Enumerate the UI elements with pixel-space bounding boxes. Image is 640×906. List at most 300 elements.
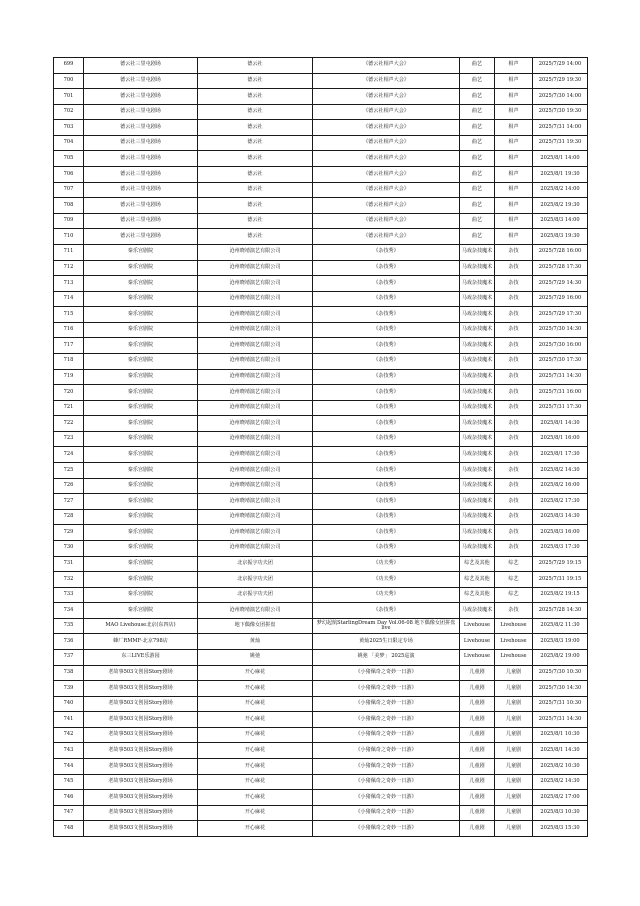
row-number-cell: 702: [54, 104, 84, 120]
row-number-cell: 743: [54, 743, 84, 759]
category-cell: 马戏杂技魔术: [460, 244, 495, 260]
table-row: [54, 478, 588, 494]
category-cell: 马戏杂技魔术: [460, 509, 495, 525]
table-row: [54, 727, 588, 743]
datetime-cell: 2025/8/3 15:30: [533, 821, 588, 837]
table-row: [54, 182, 588, 198]
category-cell: 马戏杂技魔术: [460, 369, 495, 385]
row-number-cell: 720: [54, 385, 84, 401]
show-title-cell: 《小猪佩奇之奇妙一日游》: [313, 805, 460, 821]
organizer-cell: 沧州晓靖演艺有限公司: [198, 603, 313, 619]
category-cell: 曲艺: [460, 229, 495, 245]
datetime-cell: 2025/8/1 14:30: [533, 743, 588, 759]
category-cell: 曲艺: [460, 167, 495, 183]
row-number-cell: 725: [54, 463, 84, 479]
datetime-cell: 2025/8/3 14:30: [533, 509, 588, 525]
venue-cell: 德云社三里屯剧场: [84, 229, 198, 245]
table-row: [54, 73, 588, 89]
datetime-cell: 2025/7/30 14:00: [533, 89, 588, 105]
category-cell: 综艺及其他: [460, 587, 495, 603]
table-row: [54, 244, 588, 260]
table-row: [54, 58, 588, 74]
category-cell: 曲艺: [460, 58, 495, 74]
subcategory-cell: Livehouse: [495, 634, 533, 650]
table-row: [54, 198, 588, 214]
venue-cell: 秦乐宫剧院: [84, 494, 198, 510]
show-title-cell: 《小猪佩奇之奇妙一日游》: [313, 681, 460, 697]
datetime-cell: 2025/8/2 19:00: [533, 649, 588, 665]
category-cell: 曲艺: [460, 89, 495, 105]
venue-cell: 秦乐宫剧院: [84, 572, 198, 588]
organizer-cell: 北京振宇功夫团: [198, 556, 313, 572]
venue-cell: 东三LIVE乐游园: [84, 649, 198, 665]
show-title-cell: 《德云社相声大会》: [313, 182, 460, 198]
row-number-cell: 729: [54, 525, 84, 541]
row-number-cell: 728: [54, 509, 84, 525]
table-row: [54, 712, 588, 728]
table-row: [54, 120, 588, 136]
subcategory-cell: 杂技: [495, 353, 533, 369]
subcategory-cell: 相声: [495, 89, 533, 105]
subcategory-cell: 儿童剧: [495, 774, 533, 790]
venue-cell: 老故事503文创园Story剧场: [84, 759, 198, 775]
venue-cell: 秦乐宫剧院: [84, 556, 198, 572]
category-cell: 曲艺: [460, 198, 495, 214]
organizer-cell: 开心麻花: [198, 759, 313, 775]
category-cell: 儿童剧: [460, 696, 495, 712]
subcategory-cell: 儿童剧: [495, 805, 533, 821]
datetime-cell: 2025/8/2 17:30: [533, 494, 588, 510]
row-number-cell: 707: [54, 182, 84, 198]
organizer-cell: 开心麻花: [198, 681, 313, 697]
row-number-cell: 706: [54, 167, 84, 183]
subcategory-cell: 儿童剧: [495, 759, 533, 775]
subcategory-cell: 儿童剧: [495, 681, 533, 697]
venue-cell: 秦乐宫剧院: [84, 338, 198, 354]
venue-cell: MAO Livehouse北京(东四店): [84, 618, 198, 634]
show-title-cell: 《杂技秀》: [313, 353, 460, 369]
organizer-cell: 开心麻花: [198, 665, 313, 681]
category-cell: 儿童剧: [460, 712, 495, 728]
show-title-cell: 《德云社相声大会》: [313, 135, 460, 151]
category-cell: 马戏杂技魔术: [460, 353, 495, 369]
show-title-cell: 《杂技秀》: [313, 385, 460, 401]
organizer-cell: 沧州晓靖演艺有限公司: [198, 494, 313, 510]
datetime-cell: 2025/7/31 14:00: [533, 120, 588, 136]
datetime-cell: 2025/8/1 19:30: [533, 167, 588, 183]
organizer-cell: 德云社: [198, 120, 313, 136]
table-row: [54, 167, 588, 183]
venue-cell: 德云社三里屯剧场: [84, 89, 198, 105]
organizer-cell: 沧州晓靖演艺有限公司: [198, 369, 313, 385]
table-row: [54, 463, 588, 479]
row-number-cell: 727: [54, 494, 84, 510]
table-row: [54, 494, 588, 510]
category-cell: 儿童剧: [460, 759, 495, 775]
category-cell: Livehouse: [460, 649, 495, 665]
datetime-cell: 2025/7/30 16:00: [533, 338, 588, 354]
venue-cell: 德云社三里屯剧场: [84, 167, 198, 183]
table-row: [54, 540, 588, 556]
subcategory-cell: 杂技: [495, 260, 533, 276]
venue-cell: 老故事503文创园Story剧场: [84, 774, 198, 790]
show-title-cell: 《杂技秀》: [313, 540, 460, 556]
venue-cell: 秦乐宫剧院: [84, 307, 198, 323]
datetime-cell: 2025/7/28 14:30: [533, 603, 588, 619]
datetime-cell: 2025/8/2 14:30: [533, 463, 588, 479]
table-row: [54, 587, 588, 603]
show-title-cell: 《杂技秀》: [313, 463, 460, 479]
category-cell: 马戏杂技魔术: [460, 307, 495, 323]
show-title-cell: 《杂技秀》: [313, 276, 460, 292]
row-number-cell: 716: [54, 322, 84, 338]
table-row: [54, 260, 588, 276]
row-number-cell: 719: [54, 369, 84, 385]
subcategory-cell: 相声: [495, 120, 533, 136]
row-number-cell: 712: [54, 260, 84, 276]
category-cell: 马戏杂技魔术: [460, 463, 495, 479]
show-title-cell: 黄灿2025生日限定专场: [313, 634, 460, 650]
venue-cell: 德云社三里屯剧场: [84, 58, 198, 74]
venue-cell: 老故事503文创园Story剧场: [84, 696, 198, 712]
category-cell: Livehouse: [460, 618, 495, 634]
table-row: [54, 447, 588, 463]
venue-cell: 秦乐宫剧院: [84, 385, 198, 401]
venue-cell: 老故事503文创园Story剧场: [84, 821, 198, 837]
table-row: [54, 556, 588, 572]
venue-cell: 秦乐宫剧院: [84, 416, 198, 432]
datetime-cell: 2025/7/29 14:00: [533, 58, 588, 74]
organizer-cell: 沧州晓靖演艺有限公司: [198, 431, 313, 447]
organizer-cell: 德云社: [198, 135, 313, 151]
show-title-cell: 《功夫秀》: [313, 556, 460, 572]
subcategory-cell: 杂技: [495, 525, 533, 541]
row-number-cell: 735: [54, 618, 84, 634]
organizer-cell: 德云社: [198, 213, 313, 229]
show-title-cell: 《小猪佩奇之奇妙一日游》: [313, 774, 460, 790]
table-row: [54, 322, 588, 338]
show-title-cell: 《杂技秀》: [313, 447, 460, 463]
datetime-cell: 2025/8/1 16:00: [533, 431, 588, 447]
category-cell: 曲艺: [460, 135, 495, 151]
organizer-cell: 开心麻花: [198, 821, 313, 837]
table-row: [54, 353, 588, 369]
show-title-cell: 《小猪佩奇之奇妙一日游》: [313, 727, 460, 743]
organizer-cell: 沧州晓靖演艺有限公司: [198, 478, 313, 494]
row-number-cell: 717: [54, 338, 84, 354]
datetime-cell: 2025/8/3 16:00: [533, 525, 588, 541]
subcategory-cell: Livehouse: [495, 618, 533, 634]
category-cell: 马戏杂技魔术: [460, 416, 495, 432]
organizer-cell: 沧州晓靖演艺有限公司: [198, 540, 313, 556]
category-cell: 马戏杂技魔术: [460, 400, 495, 416]
organizer-cell: 沧州晓靖演艺有限公司: [198, 447, 313, 463]
row-number-cell: 722: [54, 416, 84, 432]
subcategory-cell: 相声: [495, 229, 533, 245]
category-cell: Livehouse: [460, 634, 495, 650]
datetime-cell: 2025/8/3 17:30: [533, 540, 588, 556]
venue-cell: 秦乐宫剧院: [84, 463, 198, 479]
table-row: [54, 759, 588, 775]
row-number-cell: 700: [54, 73, 84, 89]
row-number-cell: 721: [54, 400, 84, 416]
datetime-cell: 2025/7/31 17:30: [533, 400, 588, 416]
category-cell: 曲艺: [460, 213, 495, 229]
row-number-cell: 747: [54, 805, 84, 821]
table-row: [54, 229, 588, 245]
table-row: [54, 276, 588, 292]
venue-cell: 老故事503文创园Story剧场: [84, 790, 198, 806]
subcategory-cell: 杂技: [495, 291, 533, 307]
row-number-cell: 730: [54, 540, 84, 556]
table-row: [54, 665, 588, 681]
show-title-cell: 《杂技秀》: [313, 603, 460, 619]
subcategory-cell: 儿童剧: [495, 665, 533, 681]
category-cell: 儿童剧: [460, 681, 495, 697]
subcategory-cell: 杂技: [495, 385, 533, 401]
datetime-cell: 2025/8/1 14:30: [533, 416, 588, 432]
venue-cell: 秦乐宫剧院: [84, 525, 198, 541]
organizer-cell: 开心麻花: [198, 774, 313, 790]
table-row: [54, 416, 588, 432]
show-title-cell: 《杂技秀》: [313, 431, 460, 447]
organizer-cell: 沧州晓靖演艺有限公司: [198, 338, 313, 354]
venue-cell: 秦乐宫剧院: [84, 587, 198, 603]
category-cell: 马戏杂技魔术: [460, 260, 495, 276]
datetime-cell: 2025/8/3 10:30: [533, 805, 588, 821]
show-title-cell: 《杂技秀》: [313, 260, 460, 276]
show-title-cell: 姚弛 「美梦」 2025巡演: [313, 649, 460, 665]
show-title-cell: 《德云社相声大会》: [313, 151, 460, 167]
row-number-cell: 739: [54, 681, 84, 697]
table-row: [54, 369, 588, 385]
table-row: [54, 400, 588, 416]
organizer-cell: 开心麻花: [198, 696, 313, 712]
row-number-cell: 724: [54, 447, 84, 463]
datetime-cell: 2025/8/2 19:30: [533, 198, 588, 214]
table-row: [54, 603, 588, 619]
datetime-cell: 2025/7/28 16:00: [533, 244, 588, 260]
organizer-cell: 沧州晓靖演艺有限公司: [198, 276, 313, 292]
show-title-cell: 《杂技秀》: [313, 416, 460, 432]
subcategory-cell: 杂技: [495, 431, 533, 447]
category-cell: 综艺及其他: [460, 556, 495, 572]
datetime-cell: 2025/7/30 14:30: [533, 681, 588, 697]
row-number-cell: 744: [54, 759, 84, 775]
venue-cell: 秦乐宫剧院: [84, 509, 198, 525]
table-row: [54, 743, 588, 759]
subcategory-cell: 杂技: [495, 338, 533, 354]
row-number-cell: 714: [54, 291, 84, 307]
subcategory-cell: 儿童剧: [495, 712, 533, 728]
table-row: [54, 572, 588, 588]
table-row: [54, 307, 588, 323]
category-cell: 曲艺: [460, 182, 495, 198]
show-title-cell: 《德云社相声大会》: [313, 198, 460, 214]
datetime-cell: 2025/7/28 17:30: [533, 260, 588, 276]
datetime-cell: 2025/7/31 14:30: [533, 369, 588, 385]
show-title-cell: 《德云社相声大会》: [313, 104, 460, 120]
datetime-cell: 2025/8/1 10:30: [533, 727, 588, 743]
category-cell: 马戏杂技魔术: [460, 494, 495, 510]
row-number-cell: 709: [54, 213, 84, 229]
datetime-cell: 2025/7/31 19:30: [533, 135, 588, 151]
subcategory-cell: 杂技: [495, 400, 533, 416]
venue-cell: 秦乐宫剧院: [84, 431, 198, 447]
organizer-cell: 沧州晓靖演艺有限公司: [198, 509, 313, 525]
category-cell: 曲艺: [460, 73, 495, 89]
subcategory-cell: 杂技: [495, 509, 533, 525]
datetime-cell: 2025/8/3 19:30: [533, 229, 588, 245]
row-number-cell: 745: [54, 774, 84, 790]
row-number-cell: 740: [54, 696, 84, 712]
datetime-cell: 2025/8/1 17:30: [533, 447, 588, 463]
subcategory-cell: 儿童剧: [495, 743, 533, 759]
datetime-cell: 2025/7/30 14:30: [533, 322, 588, 338]
show-title-cell: 《德云社相声大会》: [313, 167, 460, 183]
datetime-cell: 2025/7/29 19:15: [533, 556, 588, 572]
show-title-cell: 《杂技秀》: [313, 244, 460, 260]
datetime-cell: 2025/7/29 19:30: [533, 73, 588, 89]
show-title-cell: 《杂技秀》: [313, 338, 460, 354]
organizer-cell: 德云社: [198, 58, 313, 74]
venue-cell: 蜂厂RMMF·北京798店: [84, 634, 198, 650]
performance-schedule-table: [53, 57, 588, 837]
subcategory-cell: 杂技: [495, 447, 533, 463]
table-row: [54, 385, 588, 401]
row-number-cell: 726: [54, 478, 84, 494]
venue-cell: 秦乐宫剧院: [84, 447, 198, 463]
row-number-cell: 713: [54, 276, 84, 292]
table-row: [54, 431, 588, 447]
category-cell: 综艺及其他: [460, 572, 495, 588]
datetime-cell: 2025/8/2 14:30: [533, 774, 588, 790]
venue-cell: 秦乐宫剧院: [84, 369, 198, 385]
show-title-cell: 《小猪佩奇之奇妙一日游》: [313, 821, 460, 837]
organizer-cell: 德云社: [198, 104, 313, 120]
category-cell: 马戏杂技魔术: [460, 447, 495, 463]
subcategory-cell: 儿童剧: [495, 821, 533, 837]
venue-cell: 德云社三里屯剧场: [84, 104, 198, 120]
table-row: [54, 821, 588, 837]
subcategory-cell: 杂技: [495, 416, 533, 432]
table-row: [54, 104, 588, 120]
show-title-cell: 《功夫秀》: [313, 572, 460, 588]
row-number-cell: 741: [54, 712, 84, 728]
venue-cell: 德云社三里屯剧场: [84, 198, 198, 214]
row-number-cell: 731: [54, 556, 84, 572]
category-cell: 儿童剧: [460, 774, 495, 790]
table-row: [54, 681, 588, 697]
table-row: [54, 509, 588, 525]
table-row: [54, 291, 588, 307]
subcategory-cell: 相声: [495, 151, 533, 167]
row-number-cell: 723: [54, 431, 84, 447]
show-title-cell: 《杂技秀》: [313, 307, 460, 323]
document-page: [53, 57, 587, 837]
subcategory-cell: 相声: [495, 167, 533, 183]
subcategory-cell: 综艺: [495, 556, 533, 572]
row-number-cell: 703: [54, 120, 84, 136]
subcategory-cell: 综艺: [495, 587, 533, 603]
subcategory-cell: 杂技: [495, 322, 533, 338]
show-title-cell: 《杂技秀》: [313, 400, 460, 416]
venue-cell: 老故事503文创园Story剧场: [84, 681, 198, 697]
row-number-cell: 708: [54, 198, 84, 214]
organizer-cell: 德云社: [198, 167, 313, 183]
table-row: [54, 774, 588, 790]
table-row: [54, 89, 588, 105]
row-number-cell: 737: [54, 649, 84, 665]
category-cell: 曲艺: [460, 120, 495, 136]
row-number-cell: 718: [54, 353, 84, 369]
venue-cell: 德云社三里屯剧场: [84, 213, 198, 229]
row-number-cell: 738: [54, 665, 84, 681]
show-title-cell: 《杂技秀》: [313, 478, 460, 494]
subcategory-cell: 杂技: [495, 463, 533, 479]
organizer-cell: 沧州晓靖演艺有限公司: [198, 416, 313, 432]
venue-cell: 秦乐宫剧院: [84, 260, 198, 276]
organizer-cell: 沧州晓靖演艺有限公司: [198, 244, 313, 260]
show-title-cell: 《德云社相声大会》: [313, 120, 460, 136]
organizer-cell: 沧州晓靖演艺有限公司: [198, 307, 313, 323]
row-number-cell: 746: [54, 790, 84, 806]
subcategory-cell: 杂技: [495, 540, 533, 556]
subcategory-cell: 相声: [495, 198, 533, 214]
category-cell: 曲艺: [460, 151, 495, 167]
table-row: [54, 525, 588, 541]
show-title-cell: 梦幻起航StarlingDream Day Vol.06-08 地下偶像女团拼盘live: [313, 618, 460, 634]
datetime-cell: 2025/7/30 10:30: [533, 665, 588, 681]
row-number-cell: 734: [54, 603, 84, 619]
table-row: [54, 213, 588, 229]
show-title-cell: 《德云社相声大会》: [313, 229, 460, 245]
category-cell: 马戏杂技魔术: [460, 603, 495, 619]
datetime-cell: 2025/7/31 10:30: [533, 696, 588, 712]
organizer-cell: 黄灿: [198, 634, 313, 650]
row-number-cell: 704: [54, 135, 84, 151]
venue-cell: 秦乐宫剧院: [84, 353, 198, 369]
show-title-cell: 《杂技秀》: [313, 494, 460, 510]
venue-cell: 老故事503文创园Story剧场: [84, 712, 198, 728]
category-cell: 儿童剧: [460, 665, 495, 681]
row-number-cell: 711: [54, 244, 84, 260]
datetime-cell: 2025/7/29 14:30: [533, 276, 588, 292]
show-title-cell: 《杂技秀》: [313, 291, 460, 307]
table-row: [54, 135, 588, 151]
subcategory-cell: 儿童剧: [495, 727, 533, 743]
organizer-cell: 开心麻花: [198, 727, 313, 743]
organizer-cell: 沧州晓靖演艺有限公司: [198, 353, 313, 369]
row-number-cell: 736: [54, 634, 84, 650]
category-cell: 儿童剧: [460, 743, 495, 759]
datetime-cell: 2025/7/31 19:15: [533, 572, 588, 588]
show-title-cell: 《杂技秀》: [313, 369, 460, 385]
venue-cell: 德云社三里屯剧场: [84, 120, 198, 136]
show-title-cell: 《杂技秀》: [313, 525, 460, 541]
row-number-cell: 733: [54, 587, 84, 603]
datetime-cell: 2025/7/31 16:00: [533, 385, 588, 401]
row-number-cell: 699: [54, 58, 84, 74]
organizer-cell: 德云社: [198, 151, 313, 167]
datetime-cell: 2025/7/31 14:30: [533, 712, 588, 728]
show-title-cell: 《小猪佩奇之奇妙一日游》: [313, 712, 460, 728]
subcategory-cell: 儿童剧: [495, 696, 533, 712]
show-title-cell: 《小猪佩奇之奇妙一日游》: [313, 696, 460, 712]
organizer-cell: 开心麻花: [198, 805, 313, 821]
subcategory-cell: 相声: [495, 73, 533, 89]
category-cell: 儿童剧: [460, 727, 495, 743]
